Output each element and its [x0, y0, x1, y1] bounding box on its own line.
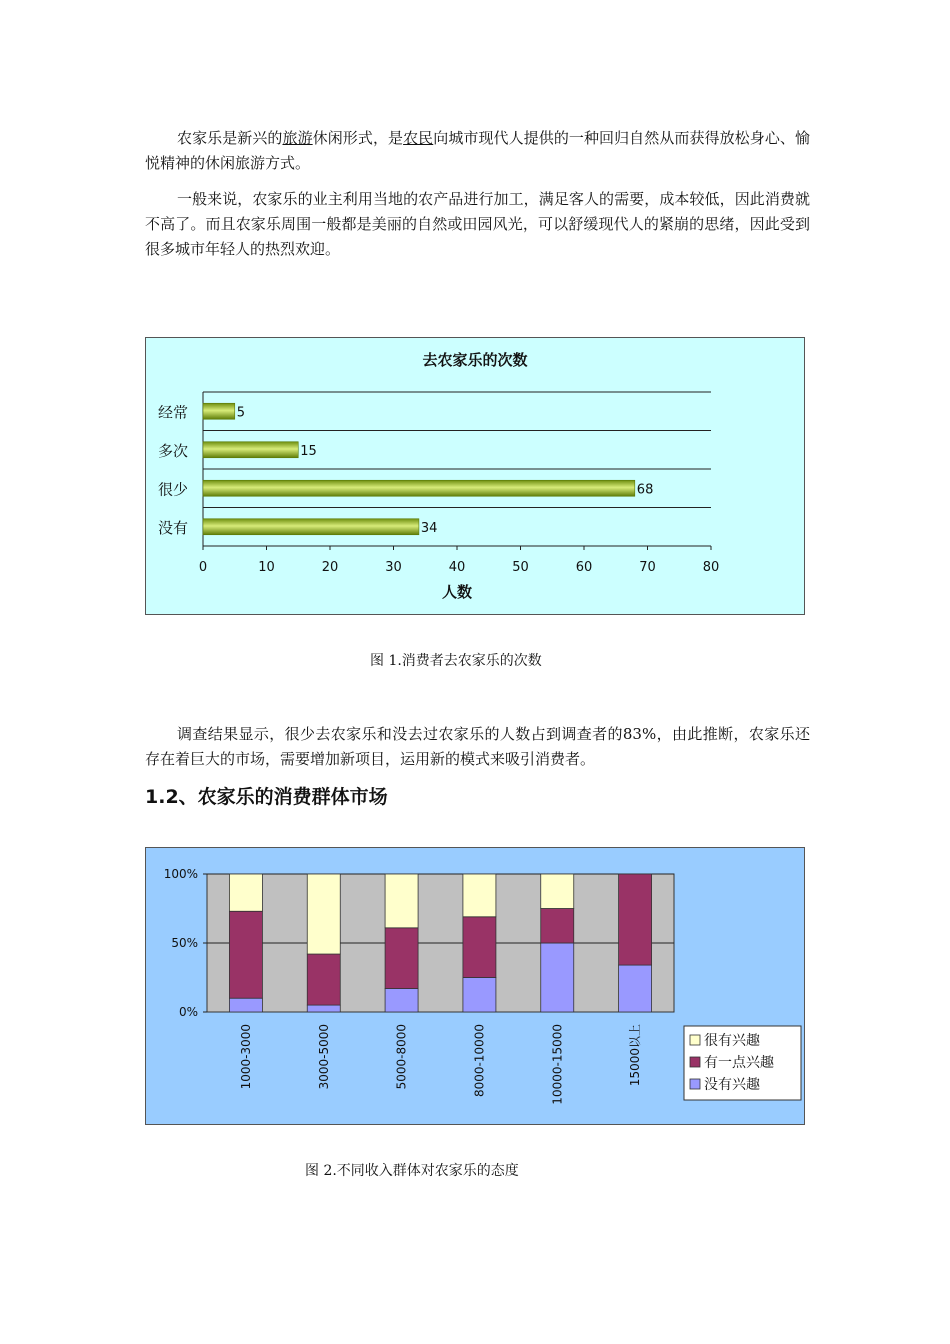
chart2-legend-label: 有一点兴趣	[704, 1055, 774, 1071]
chart2-y-tick-label: 0%	[178, 1005, 198, 1019]
chart1-x-tick-label: 0	[198, 560, 208, 575]
chart1-x-axis-label: 人数	[441, 583, 473, 601]
chart2-bar-segment	[541, 943, 574, 1012]
chart1-category-label: 没有	[157, 518, 188, 537]
chart2-bar-segment	[385, 874, 418, 928]
chart2-bar-segment	[463, 978, 496, 1013]
chart1-category-label: 经常	[157, 403, 188, 422]
chart2-legend-swatch	[690, 1057, 700, 1067]
chart2-bar-segment	[619, 965, 652, 1012]
chart1-bar	[203, 442, 298, 458]
link-tourism[interactable]: 旅游	[282, 129, 313, 147]
chart2-y-tick-label: 100%	[163, 867, 198, 881]
figure1-caption: 图 1.消费者去农家乐的次数	[370, 653, 542, 669]
chart1-bar	[203, 519, 419, 535]
chart2-category-label: 10000-15000	[550, 1024, 565, 1105]
chart2-legend-label: 没有兴趣	[704, 1077, 760, 1093]
chart1-category-label: 很少	[157, 480, 188, 499]
chart2-bar-segment	[385, 928, 418, 989]
chart2-bar-segment	[541, 874, 574, 909]
chart1-x-tick-label: 80	[702, 560, 720, 575]
chart2-bar-segment	[463, 917, 496, 978]
visit-frequency-svg	[146, 338, 804, 614]
chart1-x-tick-label: 40	[448, 560, 466, 575]
section-heading: 1.2、农家乐的消费群体市场	[145, 786, 388, 808]
chart2-bar-segment	[229, 874, 262, 911]
income-attitude-chart	[145, 847, 805, 1125]
visit-frequency-chart	[145, 337, 805, 615]
survey-result-paragraph: 调查结果显示，很少去农家乐和没去过农家乐的人数占到调查者的83%，由此推断，农家乐还存在着巨大的市场，需要增加新项目，运用新的模式来吸引消费者。	[145, 725, 810, 768]
chart2-bar-segment	[619, 874, 652, 965]
chart1-x-tick-label: 30	[385, 560, 402, 575]
intro-paragraph: 农家乐是新兴的旅游休闲形式，是农民向城市现代人提供的一种回归自然从而获得放松身心、愉悦精神的休闲旅游方式。	[145, 129, 810, 172]
chart2-legend-swatch	[690, 1079, 700, 1089]
chart2-y-tick-label: 50%	[171, 936, 198, 950]
chart1-x-tick-label: 50	[512, 560, 529, 575]
chart2-category-label: 5000-8000	[394, 1024, 409, 1090]
chart2-category-label: 3000-5000	[316, 1024, 331, 1090]
chart2-bar-segment	[385, 989, 418, 1012]
chart2-bar-segment	[229, 911, 262, 998]
chart1-x-tick-label: 20	[321, 560, 339, 575]
chart1-value-label: 5	[236, 405, 246, 421]
chart1-category-label: 多次	[157, 441, 188, 460]
link-farmers[interactable]: 农民	[403, 129, 434, 147]
chart2-bar-segment	[307, 1005, 340, 1012]
chart2-bar-segment	[541, 909, 574, 944]
chart1-value-label: 15	[300, 443, 317, 459]
body-paragraph-cost: 一般来说，农家乐的业主利用当地的农产品进行加工，满足客人的需要，成本较低，因此消费就不高了。而且农家乐周围一般都是美丽的自然或田园风光，可以舒缓现代人的紧崩的思绪，因此受到很多城市年轻人的热烈欢迎。	[145, 190, 810, 258]
chart1-x-tick-label: 60	[575, 560, 593, 575]
chart2-category-label: 15000以上	[628, 1024, 643, 1087]
chart2-category-label: 1000-3000	[238, 1024, 253, 1090]
chart2-bar-segment	[307, 874, 340, 954]
chart2-bar-segment	[229, 998, 262, 1012]
chart1-x-tick-label: 70	[639, 560, 656, 575]
chart1-value-label: 68	[636, 482, 654, 498]
chart1-title: 去农家乐的次数	[422, 351, 528, 369]
chart2-legend-label: 很有兴趣	[704, 1033, 760, 1049]
chart2-bar-segment	[307, 954, 340, 1005]
chart2-legend-swatch	[690, 1035, 700, 1045]
chart1-bar	[203, 403, 235, 419]
figure2-caption: 图 2.不同收入群体对农家乐的态度	[305, 1163, 519, 1179]
chart1-value-label: 34	[420, 520, 438, 536]
income-attitude-svg	[146, 848, 804, 1124]
chart2-bar-segment	[463, 874, 496, 917]
chart1-bar	[203, 480, 635, 496]
chart1-x-tick-label: 10	[258, 560, 275, 575]
chart2-category-label: 8000-10000	[472, 1024, 487, 1098]
